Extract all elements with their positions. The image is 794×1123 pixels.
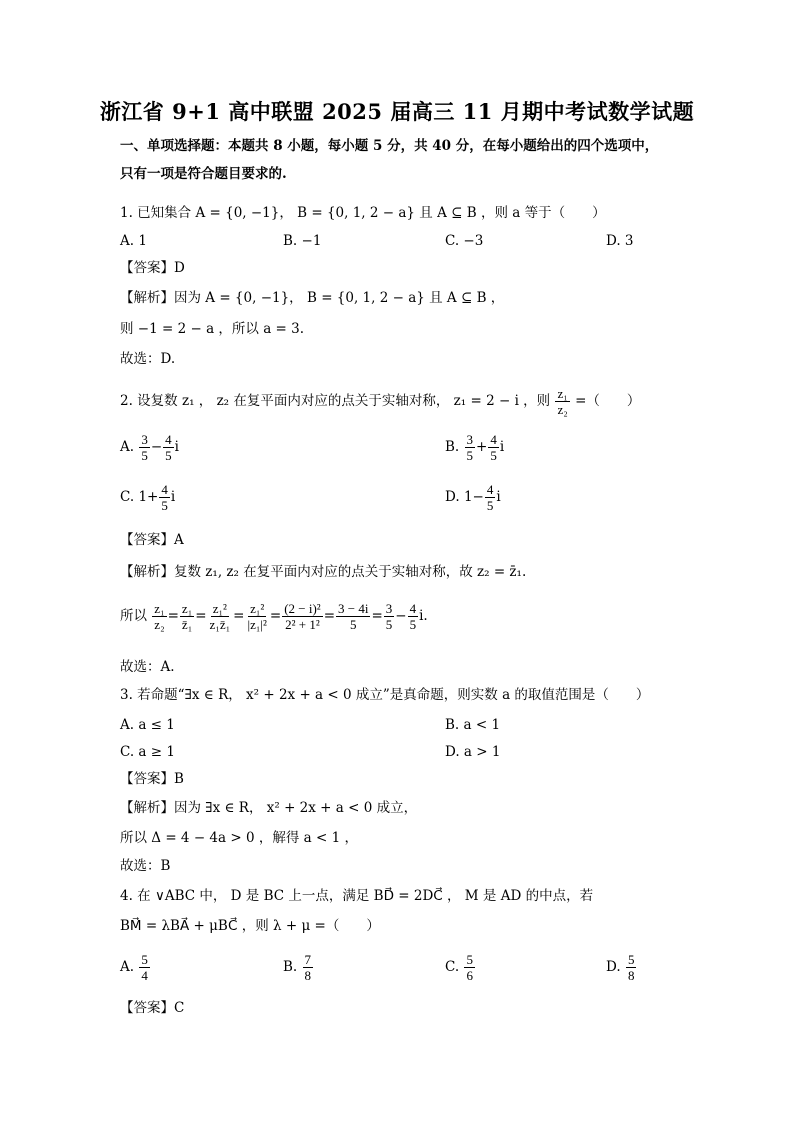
q3-option-c: C. a ≥ 1 <box>120 744 175 760</box>
q2-chain-5-num: 3 − 4i <box>338 601 369 616</box>
q4-option-d <box>606 952 637 983</box>
q2-option-b-den1: 5 <box>466 448 474 463</box>
q2-chain-1-num: z₁ <box>181 601 193 616</box>
q2-option-c-tail: i <box>170 489 176 505</box>
q1-analysis-2: 则 −1 = 2 − a ，所以 a = 3. <box>120 321 305 337</box>
q2-option-b <box>445 432 504 463</box>
q4-option-a-label: A. <box>120 959 135 975</box>
q1-stem: 1. 已知集合 A = {0, −1}， B = {0, 1, 2 − a} 且 A ⊆ B ，则 a 等于（ ） <box>120 205 606 221</box>
q2-tail-a-num: 3 <box>385 601 393 616</box>
q2-stem-frac-den: z₂ <box>557 402 568 417</box>
q2-option-a-num1: 3 <box>141 432 148 447</box>
q2-option-b-den2: 5 <box>490 448 497 463</box>
q2-chain-2-num: z₁² <box>212 601 227 616</box>
q3-analysis-1: 【解析】因为 ∃x ∈ R， x² + 2x + a < 0 成立， <box>120 800 418 816</box>
q2-option-b-num2: 4 <box>490 432 497 447</box>
q1-conclusion: 故选：D. <box>120 351 176 367</box>
q2-option-c-lead: 1+ <box>138 489 159 505</box>
q2-tail-a-den: 5 <box>385 617 393 632</box>
q2-tail-b-num: 4 <box>409 601 417 616</box>
q2-option-a-op: − <box>150 439 163 455</box>
q2-stem-frac-num: z₁ <box>557 386 568 401</box>
q4-stem-1: 4. 在 ∨ABC 中， D 是 BC 上一点，满足 BD⃗ = 2DC⃗ ， M 是 AD 的中点，若 <box>120 888 594 904</box>
q2-option-d-label: D. <box>445 489 460 505</box>
q1-option-a: A. 1 <box>120 233 147 249</box>
q2-chain-4-num: (2 − i)² <box>284 601 321 616</box>
q1-option-c: C. −3 <box>445 233 484 249</box>
q3-option-d: D. a > 1 <box>445 744 501 760</box>
q2-conclusion: 故选：A. <box>120 659 175 675</box>
q4-option-d-den: 8 <box>627 968 635 983</box>
q2-option-c-den: 5 <box>161 498 168 513</box>
q2-analysis-1: 【解析】复数 z₁, z₂ 在复平面内对应的点关于实轴对称，故 z₂ = z̄₁. <box>120 564 527 580</box>
q4-option-d-num: 5 <box>627 952 635 967</box>
q2-option-a-den1: 5 <box>141 448 148 463</box>
q2-stem-suffix: =（ ） <box>575 393 641 409</box>
q2-option-b-op: + <box>476 439 488 455</box>
q4-option-a-den: 4 <box>141 968 148 983</box>
q2-option-b-tail: i <box>499 439 505 455</box>
q2-option-d-den: 5 <box>486 498 494 513</box>
q2-stem <box>120 386 640 417</box>
q2-chain-2-den: z₁z̄₁ <box>209 617 231 632</box>
q4-option-b-num: 7 <box>304 952 312 967</box>
q2-option-d-tail: i <box>496 489 501 505</box>
q1-answer: 【答案】D <box>120 260 185 276</box>
q4-option-c <box>445 952 476 983</box>
q2-option-a-tail: i <box>174 439 179 455</box>
q2-option-a <box>120 432 179 463</box>
q4-option-b <box>283 952 314 983</box>
q2-option-c-label: C. <box>120 489 135 505</box>
q2-option-a-den2: 5 <box>165 448 172 463</box>
q2-option-d-num: 4 <box>486 482 494 497</box>
q4-option-b-label: B. <box>283 959 298 975</box>
q4-option-d-label: D. <box>606 959 621 975</box>
q2-stem-prefix: 2. 设复数 z₁ ， z₂ 在复平面内对应的点关于实轴对称， z₁ = 2 − i ，则 <box>120 393 551 409</box>
q4-option-a-num: 5 <box>141 952 148 967</box>
q2-answer: 【答案】A <box>120 532 184 548</box>
q2-stem-fraction <box>555 386 569 417</box>
q2-chain-1-den: z̄₁ <box>181 617 193 632</box>
q2-chain-0-num: z₁ <box>154 601 165 616</box>
q4-option-c-label: C. <box>445 959 460 975</box>
section-heading-line2: 只有一项是符合题目要求的. <box>120 166 287 182</box>
q3-analysis-2: 所以 Δ = 4 − 4a > 0 ，解得 a < 1 ， <box>120 830 358 846</box>
q3-conclusion: 故选：B <box>120 858 171 874</box>
q4-answer: 【答案】C <box>120 1000 185 1016</box>
q2-chain-3-den: |z₁|² <box>247 617 267 632</box>
q3-stem: 3. 若命题“∃x ∈ R， x² + 2x + a < 0 成立”是真命题，则实数 a 的取值范围是（ ） <box>120 687 650 703</box>
q2-tail-b-den: 5 <box>409 617 417 632</box>
q2-analysis-2-prefix: 所以 <box>120 608 147 624</box>
q3-option-a: A. a ≤ 1 <box>120 717 175 733</box>
q1-analysis-1: 【解析】因为 A = {0, −1}， B = {0, 1, 2 − a} 且 A ⊆ B ， <box>120 290 505 306</box>
q3-option-b: B. a < 1 <box>445 717 501 733</box>
q1-option-b: B. −1 <box>283 233 322 249</box>
q4-option-c-num: 5 <box>466 952 473 967</box>
q2-option-d-lead: 1− <box>463 489 484 505</box>
q2-analysis-2: 所以 $\frac{\text{z₁}}{\text{z₂}}$ = $\frac{\text{z₁}}{\text{z̄₁}}$ = $\frac{\text{z₁²}}{\text{z₁z̄₁}}$ = $\frac{\text{z₁²}}{\text{|z₁|²}}$ = $\frac{\text{(2 − i)²}}{\text{2² + 1²}}$ = $\frac{3 - 4i}{5}$ = $\frac{3}{5}$ − $\frac{4}{5}$ i. <box>120 601 428 632</box>
section-heading-line1: 一、单项选择题：本题共 8 小题，每小题 5 分，共 40 分，在每小题给出的四个选项中， <box>120 138 659 154</box>
q2-chain-5-den: 5 <box>349 617 357 632</box>
q4-option-a <box>120 952 151 983</box>
q4-stem-2: BM⃗ = λBA⃗ + μBC⃗ ，则 λ + μ =（ ） <box>120 918 380 934</box>
q2-option-c <box>120 482 175 513</box>
q2-chain-3-num: z₁² <box>250 601 265 616</box>
q2-option-a-num2: 4 <box>165 432 172 447</box>
q2-option-d <box>445 482 501 513</box>
q2-option-b-num1: 3 <box>466 432 474 447</box>
document-title: 浙江省 9+1 高中联盟 2025 届高三 11 月期中考试数学试题 <box>99 99 695 124</box>
q1-option-d: D. 3 <box>606 233 634 249</box>
q4-option-b-den: 8 <box>304 968 312 983</box>
q2-option-a-label: A. <box>120 439 135 455</box>
q2-chain-4-den: 2² + 1² <box>285 617 320 632</box>
q3-answer: 【答案】B <box>120 771 184 787</box>
q4-option-c-den: 6 <box>466 968 473 983</box>
q2-option-b-label: B. <box>445 439 460 455</box>
q2-option-c-num: 4 <box>161 482 168 497</box>
q2-chain-0-den: z₂ <box>154 617 165 632</box>
